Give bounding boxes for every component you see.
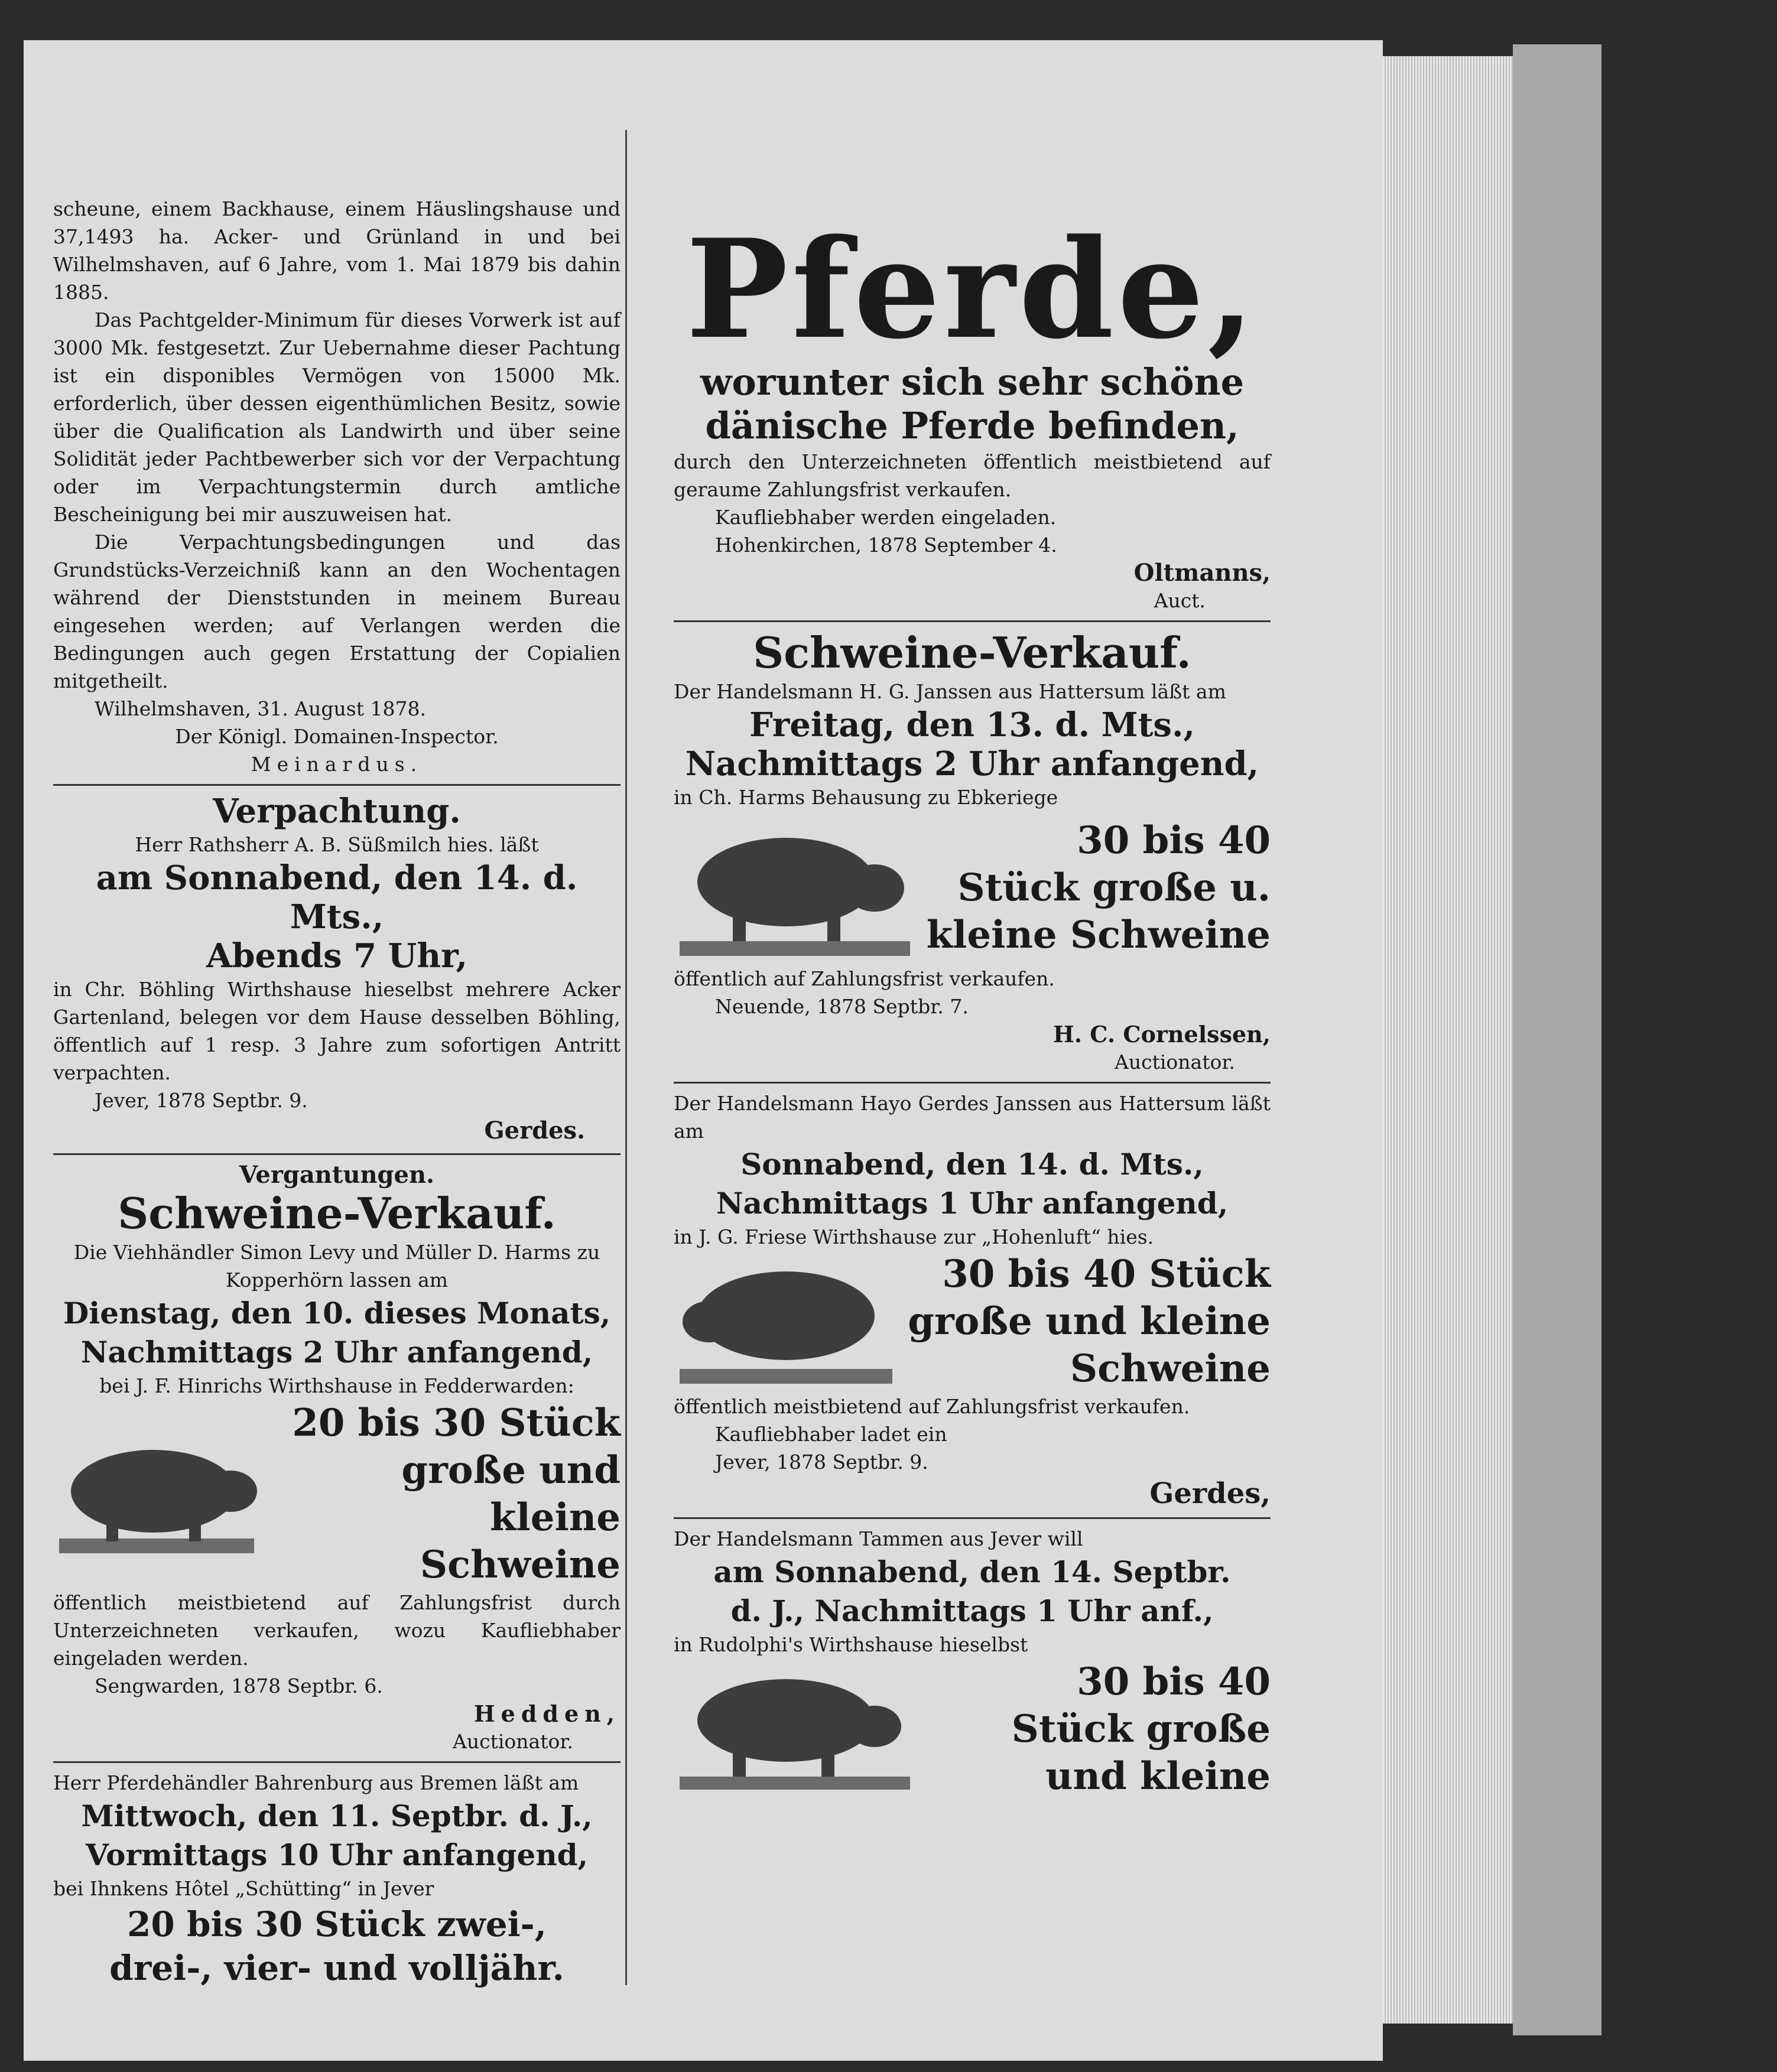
ad-date: Jever, 1878 Septbr. 9. [95,1089,308,1112]
pig-count: 30 bis 40 [1077,818,1271,863]
pig-illustration [674,1251,904,1393]
ad-body: öffentlich auf Zahlungsfrist verkaufen. [674,967,1055,990]
left-column [53,195,621,1990]
ad-date-line: Sonnabend, den 14. d. Mts., [740,1147,1204,1182]
pig-illustration [53,1426,266,1562]
pig-illustration [674,811,922,965]
pig-count: 20 bis 30 Stück [292,1401,621,1445]
ad-text: Der Handelsmann Tammen aus Jever will [674,1527,1083,1550]
lease-text-minimum: Das Pachtgelder-Minimum für dieses Vorwerk ist auf 3000 Mk. festgesetzt. Zur Uebernahme dieser Pachtung ist ein disponibles Vermögen von 15000 Mk. erforderlich, über dessen eigenthümlichen Besitz, sowie über die Qualification als Landwirth und über seine Solidität jeder Pachtbewerber sich vor der Verpachtung oder im Verpachtungstermin durch amtliche Bescheinigung bei mir auszuweisen hat. [53,308,621,526]
divider [674,1517,1271,1519]
divider [53,784,621,786]
lease-office: Der Königl. Domainen-Inspector. [175,725,499,748]
pig-count: 30 bis 40 Stück [942,1252,1271,1296]
ad-time-line: Nachmittags 2 Uhr anfangend, [685,744,1259,783]
column-divider [625,130,627,1985]
ad-date-line: Freitag, den 13. d. Mts., [749,705,1195,744]
ad-location: in Rudolphi's Wirthshause hieselbst [674,1633,1028,1656]
ad-date-line: am Sonnabend, den 14. Septbr. [713,1554,1231,1589]
horse-ages: drei-, vier- und volljähr. [109,1948,564,1988]
ad-location: in J. G. Friese Wirthshause zur „Hohenluft“ hies. [674,1225,1154,1248]
ad-text: Der Handelsmann H. G. Janssen aus Hattersum läßt am [674,680,1226,703]
ad-signer: H. C. Cornelssen, [1052,1021,1271,1048]
divider [53,1153,621,1155]
ad-signer: Hedden, [473,1700,621,1727]
lease-date: Wilhelmshaven, 31. August 1878. [95,697,426,720]
lease-signer: Meinardus. [251,753,423,776]
pig-size: große und kleine [401,1448,621,1540]
ad-body: öffentlich meistbietend auf Zahlungsfrist verkaufen. [674,1395,1190,1418]
ad-text: Die Viehhändler Simon Levy und Müller D. Harms zu Kopperhörn lassen am [73,1241,600,1292]
right-column [674,210,1271,1800]
section-heading: Vergantungen. [239,1161,434,1189]
ad-date: Jever, 1878 Septbr. 9. [715,1450,928,1474]
ad-text: Herr Rathsherr A. B. Süßmilch hies. läßt [135,833,539,856]
pig-word: Schweine [420,1543,621,1587]
pig-block [674,1251,1271,1393]
ad-subtitle: worunter sich sehr schöne [700,360,1245,404]
ad-location: bei J. F. Hinrichs Wirthshause in Fedderwarden: [99,1374,574,1397]
ad-signer: Gerdes. [484,1117,585,1144]
ad-role: Auct. [1154,589,1206,612]
lease-text-intro: scheune, einem Backhause, einem Häuslingshause und 37,1493 ha. Acker- und Grünland in und bei Wilhelmshaven, auf 6 Jahre, vom 1. Mai 1879 bis dahin 1885. [53,197,621,304]
pig-size: Stück große [1011,1707,1271,1751]
divider [674,620,1271,622]
pig-size: Stück große u. [957,866,1271,910]
ad-date-line: Dienstag, den 10. dieses Monats, [63,1296,611,1331]
ad-date: Sengwarden, 1878 Septbr. 6. [95,1674,383,1697]
pig-count: 30 bis 40 [1077,1660,1271,1704]
divider [674,1082,1271,1084]
ad-invite: Kaufliebhaber ladet ein [715,1423,947,1446]
ad-date: Neuende, 1878 Septbr. 7. [715,995,969,1018]
ad-date-line: am Sonnabend, den 14. d. Mts., [96,858,578,936]
ad-body: durch den Unterzeichneten öffentlich meistbietend auf geraume Zahlungsfrist verkaufen. [674,450,1271,501]
ad-subtitle: dänische Pferde befinden, [705,404,1239,447]
lease-text-conditions: Die Verpachtungsbedingungen und das Grundstücks-Verzeichniß kann an den Wochentagen während der Dienststunden in meinem Bureau eingesehen werden; auf Verlangen werden die Bedingungen auch gegen Erstattung der Copialien mitgetheilt. [53,531,621,692]
ad-role: Auctionator. [453,1730,573,1753]
ad-time-line: Vormittags 10 Uhr anfangend, [85,1837,589,1872]
ad-text: Herr Pferdehändler Bahrenburg aus Bremen läßt am [53,1771,579,1794]
ad-body: öffentlich meistbietend auf Zahlungsfrist durch Unterzeichneten verkaufen, wozu Kaufliebhaber eingeladen werden. [53,1591,621,1670]
pig-block [674,811,1271,965]
ad-location: bei Ihnkens Hôtel „Schütting“ in Jever [53,1877,434,1900]
pig-block [674,1658,1271,1800]
pig-word: kleine Schweine [926,913,1271,957]
ad-time-line: Nachmittags 1 Uhr anfangend, [716,1186,1229,1221]
ad-title-schweine: Schweine-Verkauf. [753,627,1191,678]
ad-invite: Kaufliebhaber werden eingeladen. [715,506,1057,529]
ad-location: in Ch. Harms Behausung zu Ebkeriege [674,786,1058,809]
book-cover-edge [1513,44,1601,2035]
ad-text: Der Handelsmann Hayo Gerdes Janssen aus Hattersum läßt am [674,1092,1271,1143]
ad-time-line: Nachmittags 2 Uhr anfangend, [80,1335,593,1370]
ad-date-line: Mittwoch, den 11. Septbr. d. J., [81,1798,593,1833]
pig-word: Schweine [1070,1346,1271,1391]
ad-role: Auctionator. [1115,1050,1235,1074]
pig-size: große und kleine [908,1299,1271,1344]
ad-time-line: d. J., Nachmittags 1 Uhr anf., [730,1593,1214,1628]
ad-body: in Chr. Böhling Wirthshause hieselbst mehrere Acker Gartenland, belegen vor dem Hause desselben Böhling, öffentlich auf 1 resp. 3 Jahre zum sofortigen Antritt verpachten. [53,978,621,1084]
pig-word: und kleine [1045,1754,1271,1798]
ad-title-verpachtung: Verpachtung. [213,792,461,831]
pig-block [53,1400,621,1589]
pig-illustration [674,1661,922,1797]
ad-title-pferde: Pferde, [686,210,1259,369]
ad-time-line: Abends 7 Uhr, [206,936,468,975]
horse-count: 20 bis 30 Stück zwei-, [127,1904,547,1944]
ad-date: Hohenkirchen, 1878 September 4. [715,534,1057,557]
ad-signer: Gerdes, [1149,1477,1271,1510]
ad-signer: Oltmanns, [1133,559,1271,587]
ad-title-schweine: Schweine-Verkauf. [118,1188,556,1238]
divider [53,1761,621,1763]
